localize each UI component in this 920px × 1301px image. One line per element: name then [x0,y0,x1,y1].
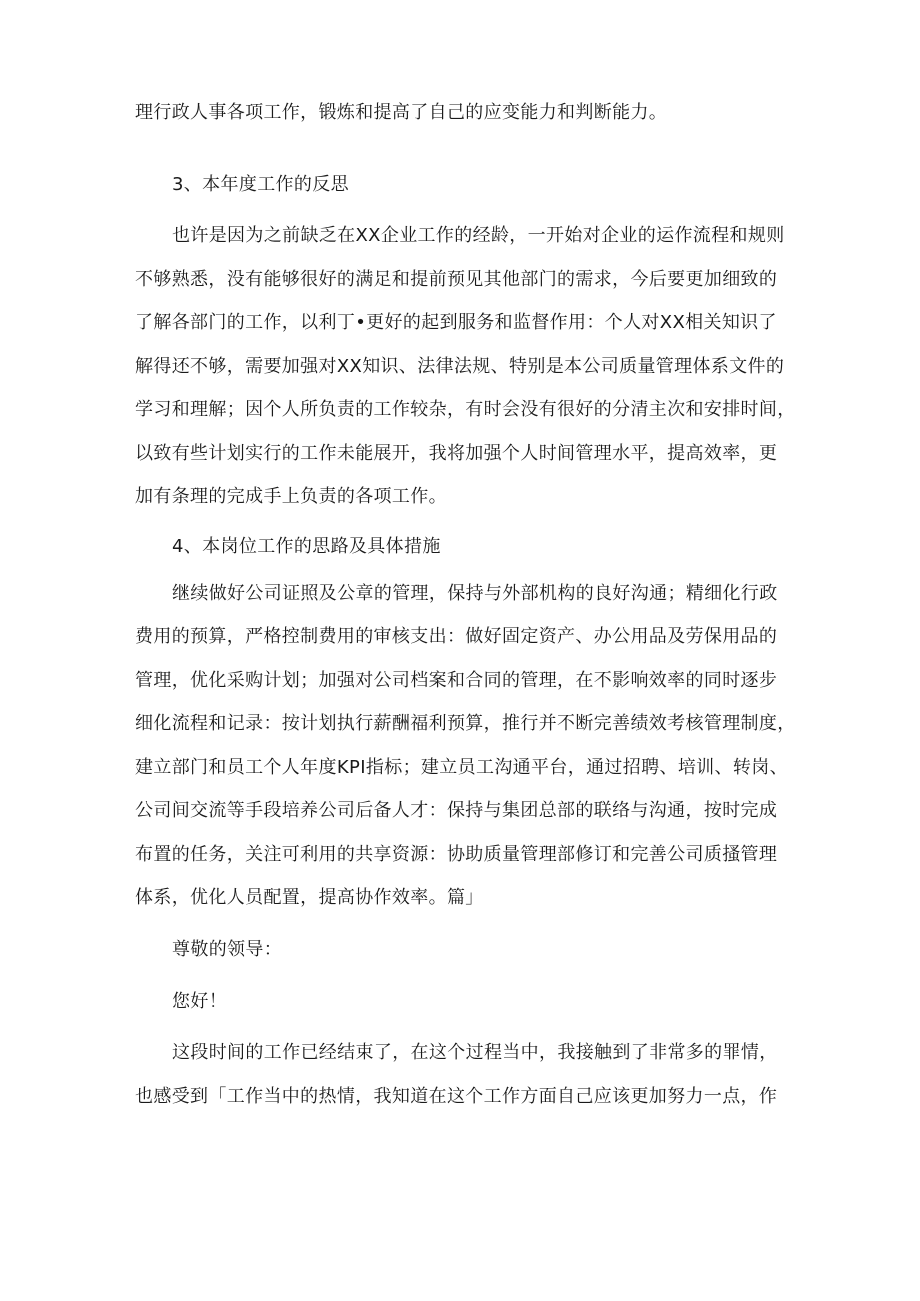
paragraph-line: 了解各部门的工作，以利丁•更好的起到服务和监督作用：个人对XX相关知识了 [135,312,777,333]
paragraph-line: 细化流程和记录：按计划执行薪酬福利预算，推行并不断完善绩效考核管理制度， [135,713,796,734]
paragraph-line: 体系，优化人员配置，提高协作效率。篇」 [135,887,484,908]
paragraph-line: 也感受到「工作当中的热情，我知道在这个工作方面自己应该更加努力一点，作 [135,1086,778,1107]
paragraph-line: 不够熟悉，没有能够很好的满足和提前预见其他部门的需求，今后要更加细致的 [135,269,778,290]
paragraph-line: 解得还不够，需要加强对XX知识、法律法规、特别是本公司质量管理体系文件的 [135,356,785,377]
paragraph-line: 公司间交流等手段培养公司后备人才：保持与集团总部的联络与沟通，按时完成 [135,800,778,821]
paragraph-line: 继续做好公司证照及公章的管理，保持与外部机构的良好沟通；精细化行政 [172,583,778,604]
paragraph-line: 这段时间的工作已经结束了，在这个过程当中，我接触到了非常多的罪情， [172,1042,778,1063]
greeting: 您好！ [172,991,228,1012]
paragraph-line: 费用的预算，严格控制费用的审核支出：做好固定资产、办公用品及劳保用品的 [135,626,778,647]
paragraph-line: 建立部门和员工个人年度KPI指标；建立员工沟通平台，通过招聘、培训、转岗、 [135,757,788,778]
paragraph-line: 也许是因为之前缺乏在XX企业工作的经龄，一开始对企业的运作流程和规则 [172,225,785,246]
paragraph-line: 布置的任务，关注可利用的共享资源：协助质量管理部修订和完善公司质搔管理 [135,844,778,865]
paragraph-line: 学习和理解；因个人所负责的工作较杂，有时会没有很好的分清主次和安排时间， [135,399,796,420]
section-heading-reflection: 3、本年度工作的反思 [172,174,349,195]
paragraph-line: 加有条理的完成手上负责的各项工作。 [135,486,447,507]
section-heading-measures: 4、本岗位工作的思路及具体措施 [172,536,441,557]
paragraph-line: 管理，优化采购计划；加强对公司档案和合同的管理，在不影响效率的同时逐步 [135,670,778,691]
paragraph-line: 以致有些计划实行的工作未能展开，我将加强个人时间管理水平，提高效率，更 [135,443,778,464]
paragraph-line: 理行政人事各项工作，锻炼和提高了自己的应变能力和判断能力。 [135,102,668,123]
salutation: 尊敬的领导： [172,939,283,960]
